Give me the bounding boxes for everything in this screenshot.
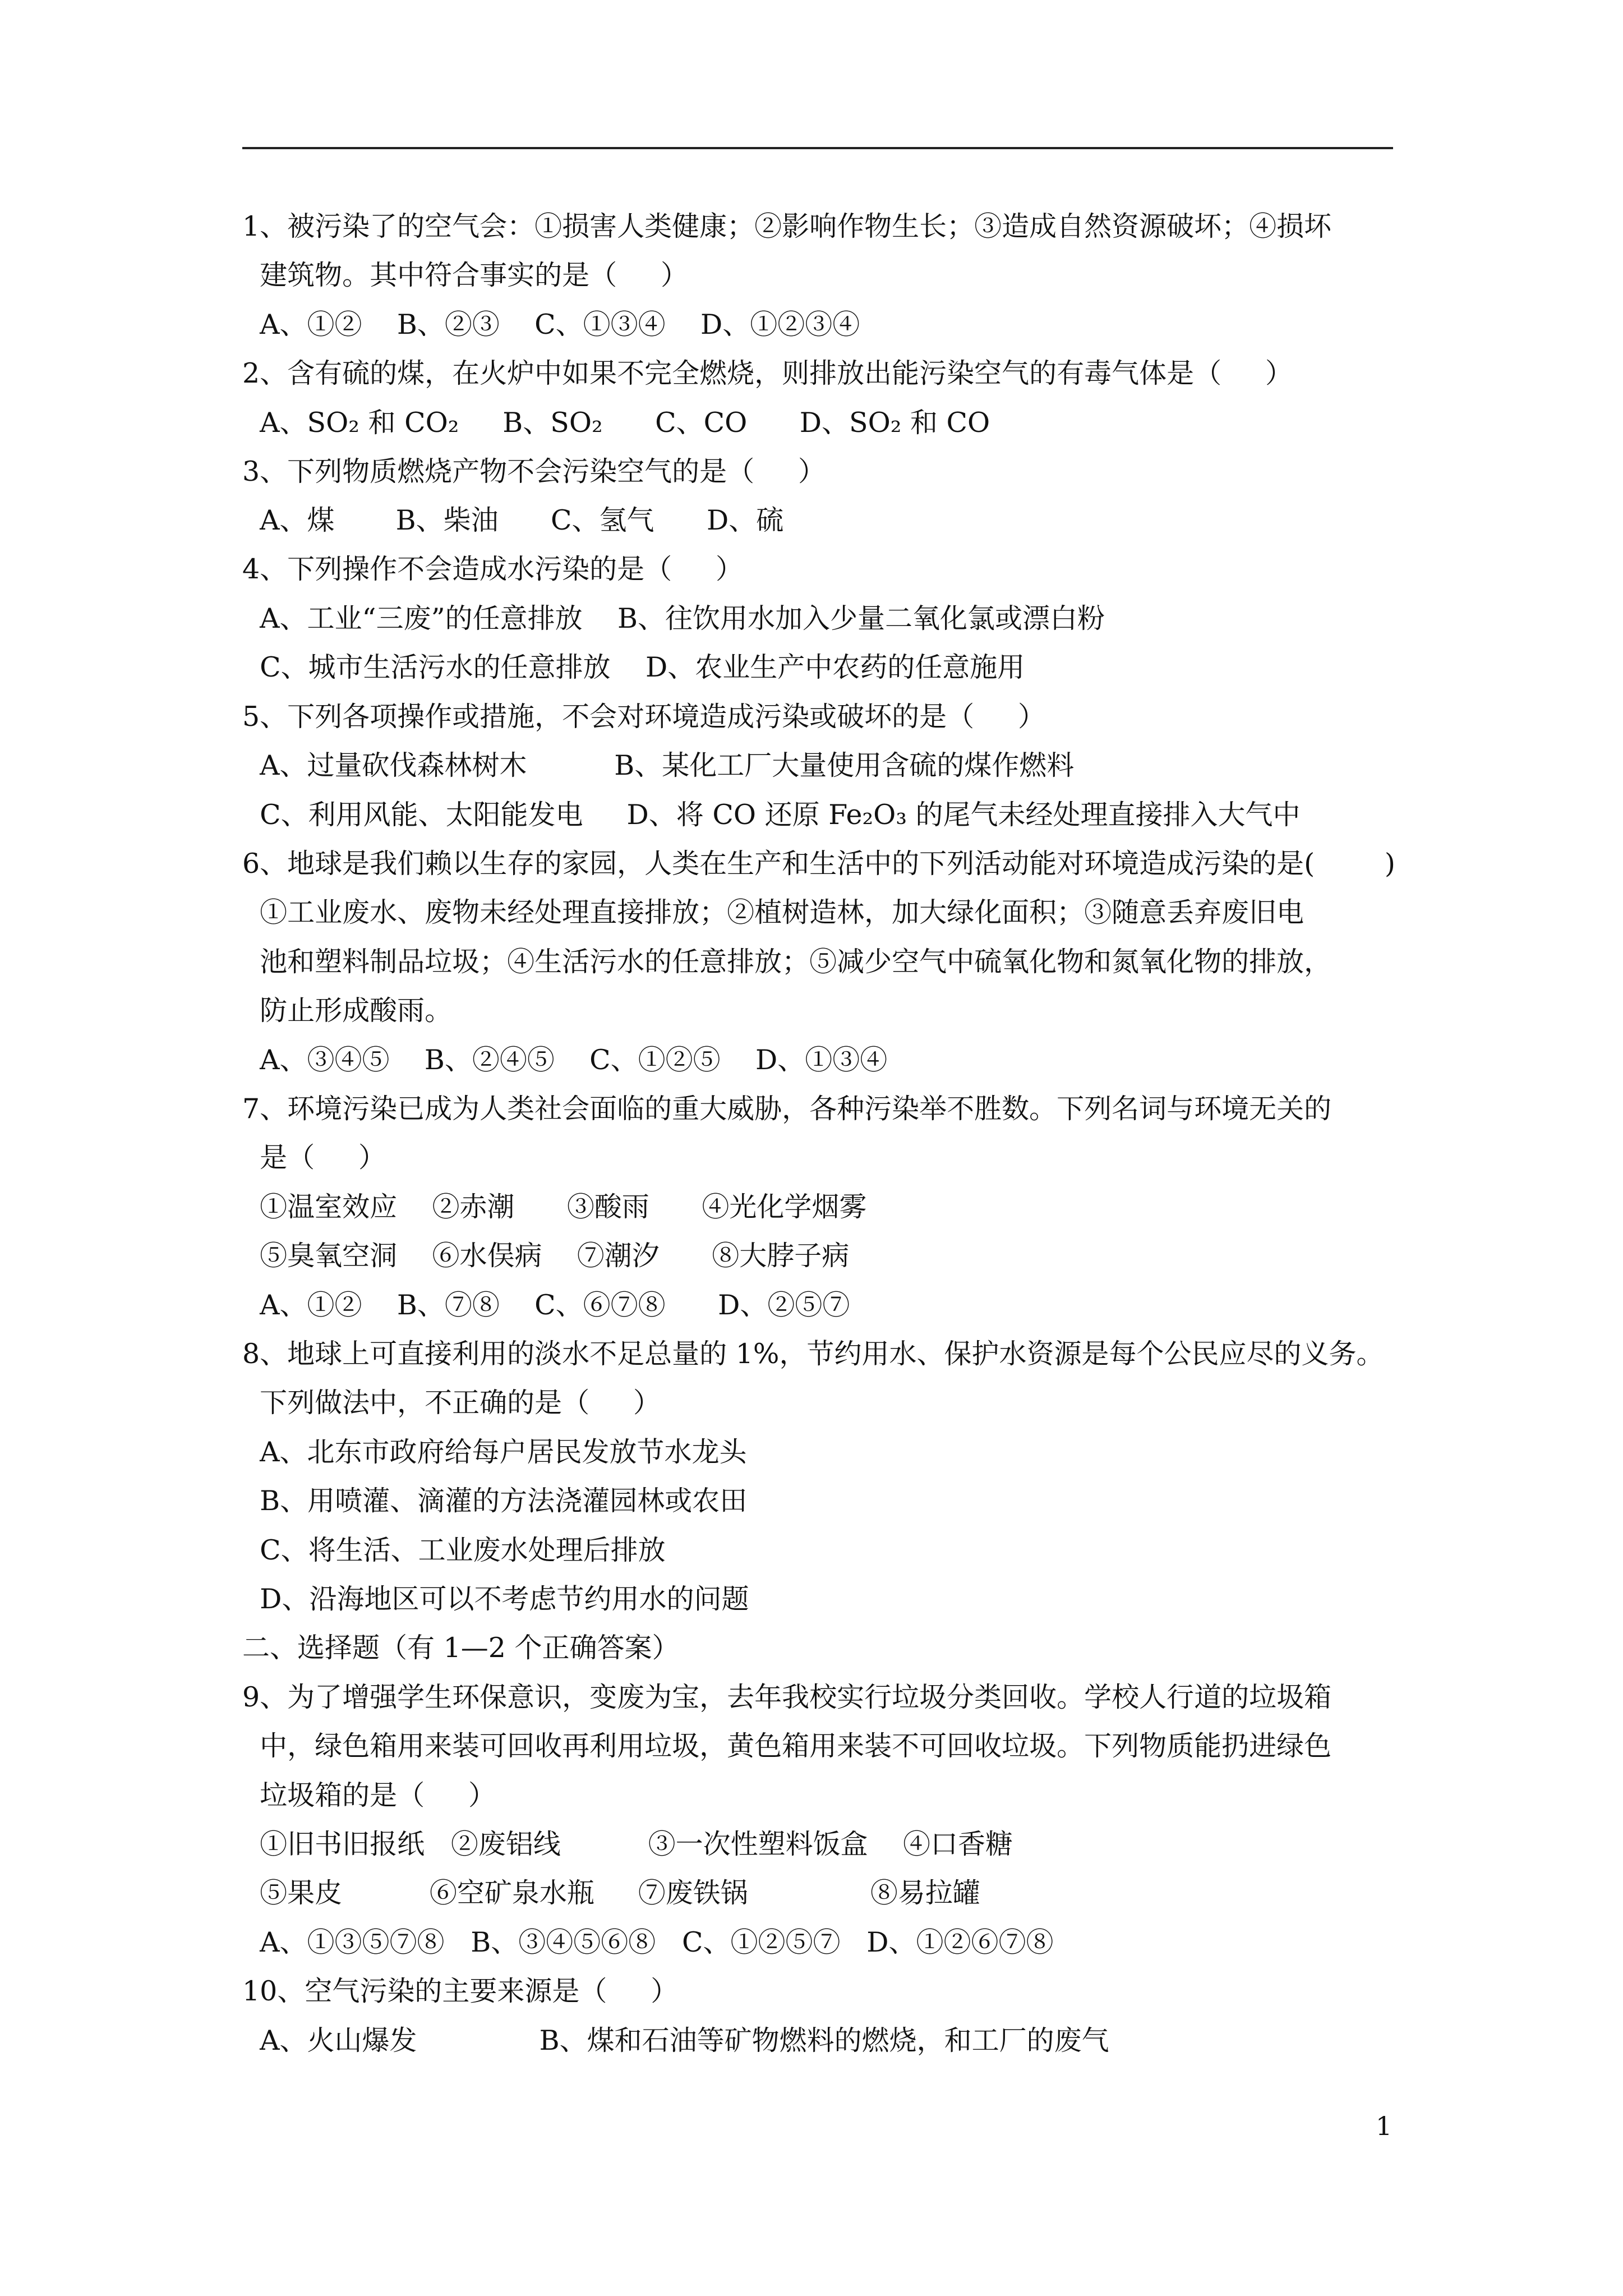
question-6-line-3: 池和塑料制品垃圾；④生活污水的任意排放；⑤减少空气中硫氧化物和氮氧化物的排放， [242, 946, 1332, 978]
question-9-items-2: ⑤果皮 ⑥空矿泉水瓶 ⑦废铁锅 ⑧易拉罐 [242, 1877, 980, 1909]
question-1-line-2: 建筑物。其中符合事实的是（ ） [242, 259, 689, 291]
question-5-options-ab: A、过量砍伐森林树木 B、某化工厂大量使用含硫的煤作燃料 [242, 749, 1075, 781]
question-1-line-1: 1、被污染了的空气会：①损害人类健康；②影响作物生长；③造成自然资源破坏；④损坏 [242, 210, 1332, 242]
question-6-options: A、③④⑤ B、②④⑤ C、①②⑤ D、①③④ [242, 1044, 888, 1076]
header-rule [242, 147, 1393, 149]
question-3-stem: 3、下列物质燃烧产物不会污染空气的是（ ） [242, 455, 826, 487]
question-9-stem: 9、为了增强学生环保意识，变废为宝，去年我校实行垃圾分类回收。学校人行道的垃圾箱 [242, 1681, 1332, 1713]
question-4-stem: 4、下列操作不会造成水污染的是（ ） [242, 553, 744, 585]
question-8-option-a: A、北东市政府给每户居民发放节水龙头 [242, 1436, 747, 1468]
question-9-line-3: 垃圾箱的是（ ） [242, 1779, 496, 1811]
question-2-options: A、SO₂ 和 CO₂ B、SO₂ C、CO D、SO₂ 和 CO [242, 407, 990, 439]
question-7-terms-1: ①温室效应 ②赤潮 ③酸雨 ④光化学烟雾 [242, 1191, 867, 1223]
question-8-option-c: C、将生活、工业废水处理后排放 [242, 1534, 666, 1566]
question-6-line-4: 防止形成酸雨。 [242, 995, 453, 1027]
question-10-options: A、火山爆发 B、煤和石油等矿物燃料的燃烧，和工厂的废气 [242, 2024, 1109, 2056]
question-6-line-2: ①工业废水、废物未经处理直接排放；②植树造林，加大绿化面积；③随意丢弃废旧电 [242, 896, 1304, 928]
question-4-options-cd: C、城市生活污水的任意排放 D、农业生产中农药的任意施用 [242, 651, 1025, 683]
question-6-stem: 6、地球是我们赖以生存的家园，人类在生产和生活中的下列活动能对环境造成污染的是( ) [242, 848, 1396, 880]
question-9-items-1: ①旧书旧报纸 ②废铝线 ③一次性塑料饭盒 ④口香糖 [242, 1828, 1013, 1860]
page-number: 1 [1376, 2111, 1393, 2141]
question-7-line-2: 是（ ） [242, 1142, 386, 1174]
question-5-stem: 5、下列各项操作或措施，不会对环境造成污染或破坏的是（ ） [242, 701, 1046, 733]
question-7-options: A、①② B、⑦⑧ C、⑥⑦⑧ D、②⑤⑦ [242, 1289, 850, 1321]
question-8-option-b: B、用喷灌、滴灌的方法浇灌园林或农田 [242, 1485, 748, 1517]
question-9-options: A、①③⑤⑦⑧ B、③④⑤⑥⑧ C、①②⑤⑦ D、①②⑥⑦⑧ [242, 1926, 1054, 1958]
question-2-stem: 2、含有硫的煤，在火炉中如果不完全燃烧，则排放出能污染空气的有毒气体是（ ） [242, 357, 1293, 389]
question-8-option-d: D、沿海地区可以不考虑节约用水的问题 [242, 1583, 749, 1615]
question-9-line-2: 中，绿色箱用来装可回收再利用垃圾，黄色箱用来装不可回收垃圾。下列物质能扔进绿色 [242, 1730, 1332, 1762]
question-8-stem: 8、地球上可直接利用的淡水不足总量的 1%，节约用水、保护水资源是每个公民应尽的义务。 [242, 1338, 1384, 1370]
question-4-options-ab: A、工业“三废”的任意排放 B、往饮用水加入少量二氧化氯或漂白粉 [242, 602, 1105, 634]
question-7-terms-2: ⑤臭氧空洞 ⑥水俣病 ⑦潮汐 ⑧大脖子病 [242, 1240, 850, 1272]
section-heading: 二、选择题（有 1—2 个正确答案） [242, 1632, 680, 1664]
question-1-options: A、①② B、②③ C、①③④ D、①②③④ [242, 309, 860, 341]
question-5-options-cd: C、利用风能、太阳能发电 D、将 CO 还原 Fe₂O₃ 的尾气未经处理直接排入大气中 [242, 799, 1301, 831]
question-7-stem: 7、环境污染已成为人类社会面临的重大威胁，各种污染举不胜数。下列名词与环境无关的 [242, 1093, 1332, 1125]
question-10-stem: 10、空气污染的主要来源是（ ） [242, 1975, 679, 2007]
question-8-line-2: 下列做法中，不正确的是（ ） [242, 1387, 661, 1419]
question-3-options: A、煤 B、柴油 C、氢气 D、硫 [242, 504, 784, 536]
